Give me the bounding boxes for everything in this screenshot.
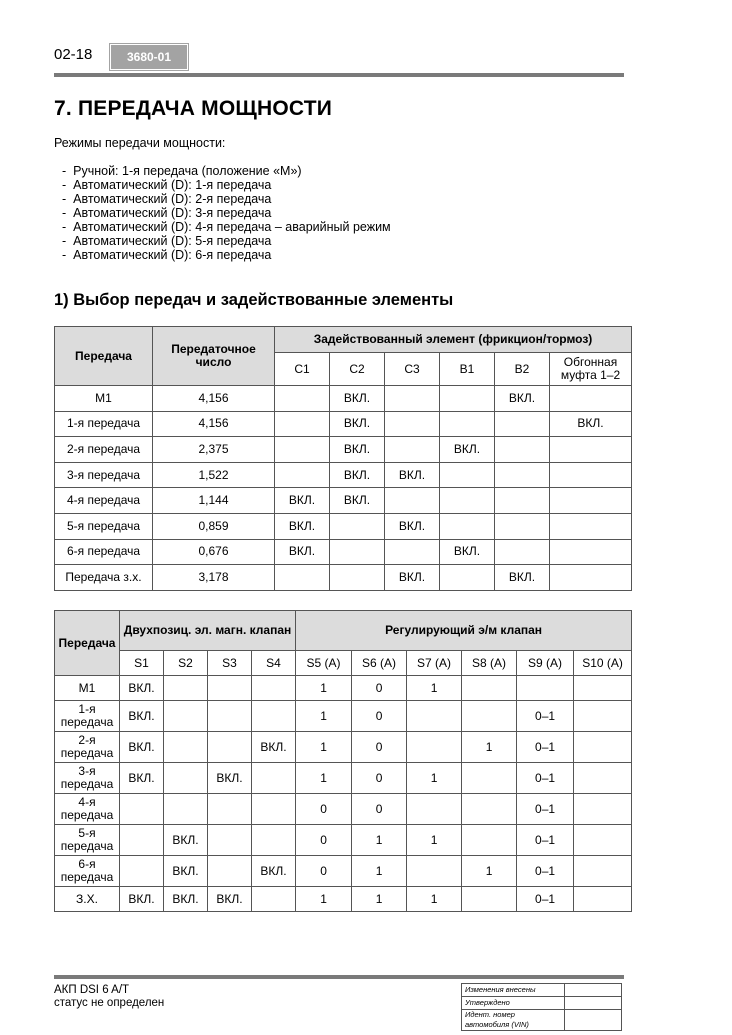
- mode-item: - Автоматический (D): 2-я передача: [62, 192, 391, 206]
- table-cell: 0: [296, 794, 352, 825]
- table-cell: [208, 732, 252, 763]
- table-cell: ВКЛ.: [120, 763, 164, 794]
- table-cell: 0: [352, 763, 407, 794]
- table-cell: [275, 565, 330, 591]
- table-cell: 0–1: [517, 701, 574, 732]
- t2-col-header: S4: [252, 651, 296, 676]
- approval-label: Идент. номер автомобиля (VIN): [462, 1010, 565, 1031]
- table-cell: [164, 732, 208, 763]
- table-cell: [208, 676, 252, 701]
- table-cell: [574, 676, 632, 701]
- table-row: [55, 565, 632, 591]
- approval-row: [462, 1010, 622, 1031]
- table-cell: [120, 794, 164, 825]
- table-cell: 1: [407, 825, 462, 856]
- table-cell: [120, 825, 164, 856]
- t1-col-header: C3: [385, 353, 440, 386]
- table-cell: [407, 856, 462, 887]
- table-cell: [252, 676, 296, 701]
- table-cell: [574, 887, 632, 912]
- table-cell: ВКЛ.: [385, 462, 440, 488]
- table-cell: [517, 676, 574, 701]
- table-cell: 1,522: [153, 462, 275, 488]
- table-cell: 0: [296, 856, 352, 887]
- table-cell: 1: [352, 887, 407, 912]
- table-cell: [275, 437, 330, 463]
- table-cell: [550, 488, 632, 514]
- mode-item: - Ручной: 1-я передача (положение «М»): [62, 164, 391, 178]
- table-cell: 1-я передача: [55, 411, 153, 437]
- table-cell: [495, 437, 550, 463]
- table-cell: [275, 411, 330, 437]
- table-cell: 1-я передача: [55, 701, 120, 732]
- table-cell: M1: [55, 676, 120, 701]
- table-cell: ВКЛ.: [120, 701, 164, 732]
- table-cell: [120, 856, 164, 887]
- table-cell: 5-я передача: [55, 513, 153, 539]
- t2-col-header: S10 (A): [574, 651, 632, 676]
- table-cell: [440, 462, 495, 488]
- t1-head-gear: Передача: [55, 327, 153, 386]
- solenoid-table: [54, 610, 632, 912]
- approval-label: Утверждено: [462, 997, 565, 1010]
- table-cell: 1: [462, 732, 517, 763]
- approval-row: [462, 997, 622, 1010]
- footer-rule: [54, 975, 624, 979]
- table-cell: 0,859: [153, 513, 275, 539]
- t2-col-header: S6 (A): [352, 651, 407, 676]
- t2-head-reg: Регулирующий э/м клапан: [296, 611, 632, 651]
- table-row: [55, 513, 632, 539]
- table-cell: [164, 701, 208, 732]
- table-cell: 2,375: [153, 437, 275, 463]
- mode-item: - Автоматический (D): 4-я передача – аварийный режим: [62, 220, 391, 234]
- table-cell: ВКЛ.: [275, 513, 330, 539]
- table-cell: [208, 856, 252, 887]
- table-cell: [164, 676, 208, 701]
- table-cell: Передача з.х.: [55, 565, 153, 591]
- table-cell: ВКЛ.: [252, 856, 296, 887]
- table-cell: ВКЛ.: [330, 411, 385, 437]
- table-cell: ВКЛ.: [275, 539, 330, 565]
- table-cell: [407, 732, 462, 763]
- table-cell: 0: [352, 701, 407, 732]
- intro-text: Режимы передачи мощности:: [54, 136, 226, 150]
- t2-head-onoff: Двухпозиц. эл. магн. клапан: [120, 611, 296, 651]
- approval-row: [462, 984, 622, 997]
- table-cell: ВКЛ.: [330, 462, 385, 488]
- table-row: [55, 411, 632, 437]
- table-cell: 3,178: [153, 565, 275, 591]
- table-cell: [440, 513, 495, 539]
- table-cell: ВКЛ.: [330, 386, 385, 412]
- table-cell: M1: [55, 386, 153, 412]
- table-cell: [208, 701, 252, 732]
- table-cell: 1: [296, 676, 352, 701]
- table-cell: [495, 488, 550, 514]
- table-cell: [574, 825, 632, 856]
- approval-value: [565, 997, 622, 1010]
- table-cell: [495, 513, 550, 539]
- table-cell: [550, 386, 632, 412]
- mode-item: - Автоматический (D): 3-я передача: [62, 206, 391, 220]
- table-cell: [550, 539, 632, 565]
- table-cell: [252, 887, 296, 912]
- t2-col-header: S2: [164, 651, 208, 676]
- table-cell: ВКЛ.: [495, 386, 550, 412]
- table-cell: [330, 565, 385, 591]
- table-cell: [440, 565, 495, 591]
- t2-col-header: S5 (A): [296, 651, 352, 676]
- table-cell: ВКЛ.: [164, 887, 208, 912]
- t2-head-gear: Передача: [55, 611, 120, 676]
- table-cell: [252, 794, 296, 825]
- table-cell: [462, 701, 517, 732]
- footer-status: статус не определен: [54, 997, 165, 1009]
- table-cell: 1: [407, 676, 462, 701]
- table-cell: 0–1: [517, 887, 574, 912]
- table-cell: 0–1: [517, 732, 574, 763]
- table-cell: 0: [352, 732, 407, 763]
- approval-box: [461, 983, 622, 1031]
- table-cell: 0,676: [153, 539, 275, 565]
- table-cell: 5-я передача: [55, 825, 120, 856]
- table-cell: [462, 794, 517, 825]
- table-cell: ВКЛ.: [385, 565, 440, 591]
- table-cell: [495, 462, 550, 488]
- section-title: 7. ПЕРЕДАЧА МОЩНОСТИ: [54, 97, 333, 120]
- table-cell: 1: [296, 887, 352, 912]
- mode-item: - Автоматический (D): 6-я передача: [62, 248, 391, 262]
- table-cell: 4-я передача: [55, 794, 120, 825]
- table-cell: [550, 437, 632, 463]
- table-cell: 3-я передача: [55, 462, 153, 488]
- table-cell: ВКЛ.: [120, 887, 164, 912]
- t1-col-header: Обгонная муфта 1–2: [550, 353, 632, 386]
- subsection-title: 1) Выбор передач и задействованные элементы: [54, 291, 454, 309]
- t1-col-header: B2: [495, 353, 550, 386]
- table-row: [55, 462, 632, 488]
- table-cell: ВКЛ.: [495, 565, 550, 591]
- t2-col-header: S9 (A): [517, 651, 574, 676]
- table-cell: ВКЛ.: [385, 513, 440, 539]
- table-cell: [495, 411, 550, 437]
- t1-col-header: B1: [440, 353, 495, 386]
- table-cell: 3-я передача: [55, 763, 120, 794]
- table-cell: [462, 825, 517, 856]
- approval-value: [565, 984, 622, 997]
- table-cell: 1: [407, 887, 462, 912]
- table-row: [55, 794, 632, 825]
- mode-item: - Автоматический (D): 5-я передача: [62, 234, 391, 248]
- table-cell: [252, 825, 296, 856]
- table-cell: 0: [352, 794, 407, 825]
- table-cell: [275, 386, 330, 412]
- table-cell: 0–1: [517, 763, 574, 794]
- table-cell: 2-я передача: [55, 437, 153, 463]
- table-cell: 1: [352, 856, 407, 887]
- footer-product: АКП DSI 6 A/T: [54, 984, 130, 996]
- approval-value: [565, 1010, 622, 1031]
- table-cell: ВКЛ.: [120, 732, 164, 763]
- table-cell: 0: [352, 676, 407, 701]
- t1-head-group: Задействованный элемент (фрикцион/тормоз): [275, 327, 632, 353]
- header-rule: [54, 73, 624, 77]
- table-cell: ВКЛ.: [208, 887, 252, 912]
- table-cell: [252, 701, 296, 732]
- table-cell: 1: [462, 856, 517, 887]
- mode-list: [62, 164, 391, 262]
- table-cell: ВКЛ.: [164, 856, 208, 887]
- table-cell: ВКЛ.: [330, 437, 385, 463]
- t1-col-header: C2: [330, 353, 385, 386]
- table-cell: 0–1: [517, 856, 574, 887]
- table-cell: [407, 701, 462, 732]
- table-cell: 1: [296, 701, 352, 732]
- table-cell: [164, 794, 208, 825]
- table-row: [55, 386, 632, 412]
- table-cell: ВКЛ.: [120, 676, 164, 701]
- table-cell: ВКЛ.: [330, 488, 385, 514]
- t2-col-header: S7 (A): [407, 651, 462, 676]
- table-cell: 0–1: [517, 825, 574, 856]
- gear-elements-table: [54, 326, 632, 591]
- t2-col-header: S3: [208, 651, 252, 676]
- table-row: [55, 437, 632, 463]
- table-cell: 4,156: [153, 411, 275, 437]
- table-cell: ВКЛ.: [440, 437, 495, 463]
- table-cell: [495, 539, 550, 565]
- table-cell: ВКЛ.: [208, 763, 252, 794]
- table-cell: ВКЛ.: [252, 732, 296, 763]
- table-cell: ВКЛ.: [164, 825, 208, 856]
- table-cell: [574, 732, 632, 763]
- table-cell: [208, 825, 252, 856]
- table-cell: [252, 763, 296, 794]
- table-cell: [385, 386, 440, 412]
- t1-head-ratio: Передаточное число: [153, 327, 275, 386]
- table-cell: 1: [352, 825, 407, 856]
- table-cell: [208, 794, 252, 825]
- table-row: [55, 676, 632, 701]
- table-cell: [385, 411, 440, 437]
- footer-info: [54, 984, 164, 1010]
- table-cell: [330, 539, 385, 565]
- approval-label: Изменения внесены: [462, 984, 565, 997]
- table-row: [55, 887, 632, 912]
- table-cell: [550, 565, 632, 591]
- table-cell: З.Х.: [55, 887, 120, 912]
- table-cell: [385, 437, 440, 463]
- t2-col-header: S1: [120, 651, 164, 676]
- table-cell: [164, 763, 208, 794]
- table-cell: [275, 462, 330, 488]
- table-cell: ВКЛ.: [275, 488, 330, 514]
- table-cell: ВКЛ.: [550, 411, 632, 437]
- table-cell: [462, 887, 517, 912]
- table-cell: [462, 676, 517, 701]
- doc-code-badge: 3680-01: [110, 44, 188, 70]
- table-row: [55, 701, 632, 732]
- table-cell: [550, 462, 632, 488]
- table-cell: [550, 513, 632, 539]
- table-cell: [574, 763, 632, 794]
- table-row: [55, 825, 632, 856]
- table-cell: [462, 763, 517, 794]
- table-cell: 1,144: [153, 488, 275, 514]
- table-row: [55, 732, 632, 763]
- t2-col-header: S8 (A): [462, 651, 517, 676]
- table-cell: 4-я передача: [55, 488, 153, 514]
- table-cell: [574, 856, 632, 887]
- table-cell: ВКЛ.: [440, 539, 495, 565]
- table-row: [55, 763, 632, 794]
- table-cell: 4,156: [153, 386, 275, 412]
- table-cell: 1: [296, 732, 352, 763]
- mode-item: - Автоматический (D): 1-я передача: [62, 178, 391, 192]
- table-cell: 6-я передача: [55, 856, 120, 887]
- table-cell: 1: [407, 763, 462, 794]
- table-row: [55, 488, 632, 514]
- table-cell: [574, 794, 632, 825]
- table-cell: 2-я передача: [55, 732, 120, 763]
- table-cell: 0–1: [517, 794, 574, 825]
- page-number: 02-18: [54, 46, 93, 63]
- table-cell: [407, 794, 462, 825]
- table-cell: [440, 488, 495, 514]
- table-cell: 1: [296, 763, 352, 794]
- table-cell: [330, 513, 385, 539]
- table-cell: [385, 539, 440, 565]
- table-row: [55, 539, 632, 565]
- table-cell: [440, 411, 495, 437]
- table-cell: 0: [296, 825, 352, 856]
- table-cell: 6-я передача: [55, 539, 153, 565]
- table-cell: [574, 701, 632, 732]
- t1-col-header: C1: [275, 353, 330, 386]
- table-row: [55, 856, 632, 887]
- table-cell: [385, 488, 440, 514]
- table-cell: [440, 386, 495, 412]
